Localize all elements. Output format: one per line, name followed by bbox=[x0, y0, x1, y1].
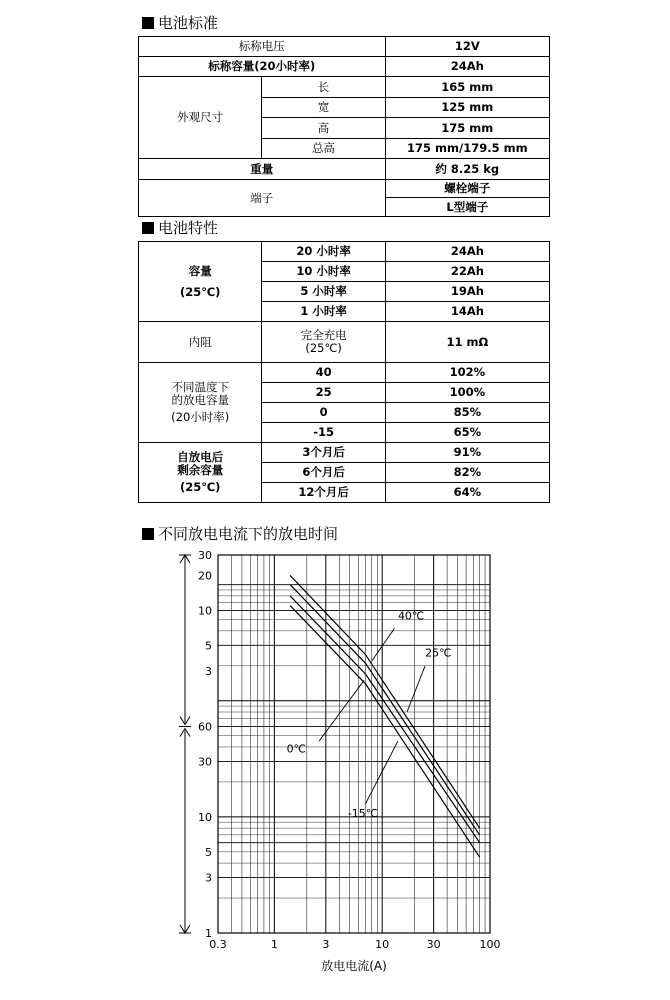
capacity-group-temp: (25℃) bbox=[179, 284, 221, 299]
bullet-square-icon bbox=[142, 528, 154, 540]
y-tick-label-minutes: 60 bbox=[198, 720, 212, 734]
height-label: 高 bbox=[262, 118, 385, 139]
temp-label-line3: (20小时率) bbox=[171, 410, 230, 424]
section-title-text: 电池标准 bbox=[158, 14, 219, 32]
temp-capacity-value: 102% bbox=[385, 363, 549, 383]
self-discharge-label bbox=[139, 443, 262, 503]
y-tick-label-hours: 30 bbox=[198, 549, 212, 562]
self-period: 3个月后 bbox=[262, 443, 385, 463]
length-label: 长 bbox=[262, 77, 385, 98]
capacity-label: 标称容量(20小时率) bbox=[139, 57, 386, 77]
temp-value: -15 bbox=[262, 423, 385, 443]
series-annotation: 0℃ bbox=[286, 742, 307, 756]
discharge-chart bbox=[150, 545, 510, 985]
resistance-value: 11 mΩ bbox=[385, 322, 549, 363]
x-tick-label: 30 bbox=[426, 938, 441, 951]
terminal-type-1: 螺栓端子 bbox=[385, 180, 549, 198]
resistance-label: 内阻 bbox=[139, 322, 262, 363]
y-tick-label-minutes: 1 bbox=[205, 927, 212, 940]
spec-table-characteristics bbox=[138, 241, 550, 503]
self-label-line2: 剩余容量 bbox=[177, 463, 224, 477]
capacity-rate-value: 19Ah bbox=[385, 282, 549, 302]
section-title-text: 电池特性 bbox=[158, 219, 219, 237]
resistance-condition bbox=[262, 322, 385, 363]
self-period: 6个月后 bbox=[262, 463, 385, 483]
self-period: 12个月后 bbox=[262, 483, 385, 503]
temp-label-line1: 不同温度下 bbox=[171, 380, 229, 394]
x-tick-label: 100 bbox=[479, 938, 501, 951]
temp-value: 25 bbox=[262, 383, 385, 403]
y-tick-label-minutes: 30 bbox=[198, 755, 212, 769]
total-height-value: 175 mm/179.5 mm bbox=[385, 139, 549, 159]
resistance-condition-line1: 完全充电 bbox=[300, 328, 347, 342]
y-tick-label-minutes: 10 bbox=[198, 810, 212, 824]
y-tick-label-hours: 5 bbox=[205, 639, 212, 653]
temp-label-line2: 的放电容量 bbox=[171, 393, 229, 407]
bullet-square-icon bbox=[142, 17, 154, 29]
x-tick-label: 0.3 bbox=[209, 938, 227, 951]
terminal-type-2: L型端子 bbox=[385, 198, 549, 217]
series-annotation: 40℃ bbox=[397, 609, 425, 623]
section-title-standard bbox=[142, 12, 218, 33]
discharge-chart-svg bbox=[150, 545, 510, 985]
self-value: 82% bbox=[385, 463, 549, 483]
section-title-characteristics bbox=[142, 217, 218, 238]
height-value: 175 mm bbox=[385, 118, 549, 139]
total-height-label: 总高 bbox=[262, 139, 385, 159]
voltage-value: 12V bbox=[385, 37, 549, 57]
temp-capacity-label bbox=[139, 363, 262, 443]
weight-label: 重量 bbox=[139, 159, 386, 180]
bullet-square-icon bbox=[142, 222, 154, 234]
capacity-rate-value: 22Ah bbox=[385, 262, 549, 282]
temp-capacity-value: 85% bbox=[385, 403, 549, 423]
y-tick-label-hours: 20 bbox=[198, 569, 212, 583]
capacity-rate: 1 小时率 bbox=[262, 302, 385, 322]
dimension-label: 外观尺寸 bbox=[139, 77, 262, 159]
capacity-group-label bbox=[139, 242, 262, 322]
y-tick-label-minutes: 3 bbox=[205, 871, 212, 885]
self-value: 91% bbox=[385, 443, 549, 463]
voltage-label: 标称电压 bbox=[139, 37, 386, 57]
section-title-discharge bbox=[142, 523, 338, 544]
y-tick-label-hours: 10 bbox=[198, 604, 212, 618]
capacity-value: 24Ah bbox=[385, 57, 549, 77]
spec-table-standard bbox=[138, 36, 550, 217]
temp-value: 0 bbox=[262, 403, 385, 423]
length-value: 165 mm bbox=[385, 77, 549, 98]
width-value: 125 mm bbox=[385, 98, 549, 118]
series-annotation: 25℃ bbox=[425, 646, 452, 660]
resistance-condition-line2: (25℃) bbox=[305, 341, 342, 355]
series-annotation: -15℃ bbox=[347, 806, 379, 820]
y-tick-label-hours: 3 bbox=[205, 665, 212, 679]
x-tick-label: 10 bbox=[375, 938, 390, 951]
temp-capacity-value: 65% bbox=[385, 423, 549, 443]
capacity-rate: 5 小时率 bbox=[262, 282, 385, 302]
plot-frame bbox=[218, 555, 490, 933]
temp-value: 40 bbox=[262, 363, 385, 383]
weight-value: 约 8.25 kg bbox=[385, 159, 549, 180]
y-tick-label-minutes: 5 bbox=[205, 845, 212, 859]
self-label-line3: (25℃) bbox=[179, 480, 221, 494]
capacity-group-title: 容量 bbox=[188, 263, 212, 278]
capacity-rate: 20 小时率 bbox=[262, 242, 385, 262]
capacity-rate-value: 14Ah bbox=[385, 302, 549, 322]
x-axis-label: 放电电流(A) bbox=[321, 959, 387, 973]
terminal-label: 端子 bbox=[139, 180, 386, 217]
temp-capacity-value: 100% bbox=[385, 383, 549, 403]
x-tick-label: 1 bbox=[270, 938, 278, 951]
width-label: 宽 bbox=[262, 98, 385, 118]
self-label-line1: 自放电后 bbox=[177, 450, 224, 464]
capacity-rate: 10 小时率 bbox=[262, 262, 385, 282]
capacity-rate-value: 24Ah bbox=[385, 242, 549, 262]
section-title-text: 不同放电电流下的放电时间 bbox=[158, 525, 339, 543]
x-tick-label: 3 bbox=[322, 938, 330, 951]
self-value: 64% bbox=[385, 483, 549, 503]
